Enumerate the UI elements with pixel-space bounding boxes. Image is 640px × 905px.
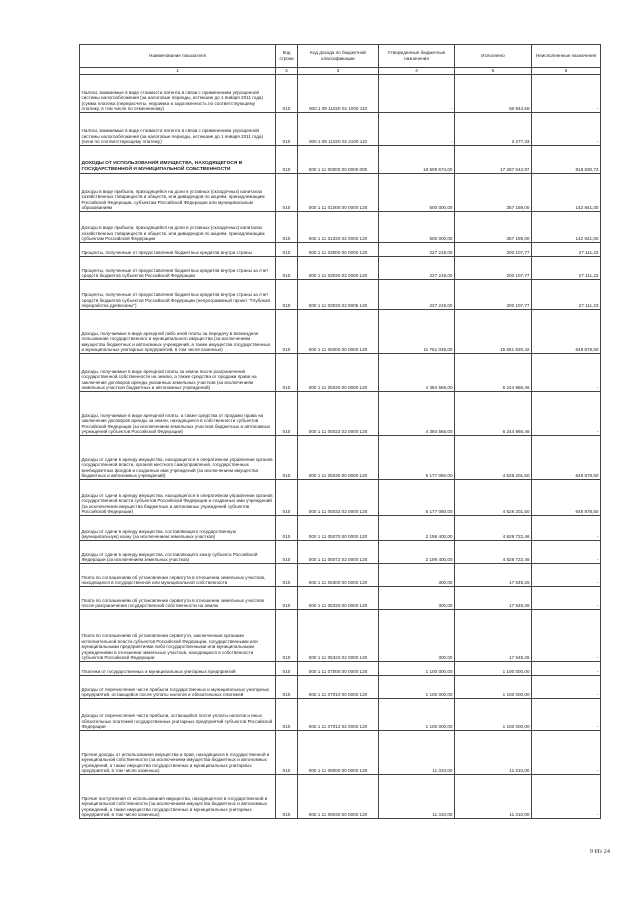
cell-approved: 11 761 045,00 bbox=[379, 310, 455, 354]
table-row bbox=[80, 354, 601, 392]
cell-executed: 11 310,00 bbox=[455, 775, 532, 819]
cell-code: 010 bbox=[276, 436, 298, 480]
cell-kbk: 000 1 11 07012 02 0000 120 bbox=[298, 699, 379, 731]
cell-code: 010 bbox=[276, 676, 298, 699]
column-number: 3 bbox=[298, 68, 379, 75]
cell-kbk: 000 1 11 05030 00 0000 120 bbox=[298, 436, 379, 480]
cell-approved: - bbox=[379, 75, 455, 113]
cell-executed: 1 100 000,00 bbox=[455, 699, 532, 731]
cell-code: 010 bbox=[276, 212, 298, 243]
table-body bbox=[80, 75, 601, 819]
cell-executed: 200 107,77 bbox=[455, 243, 532, 257]
table-row bbox=[80, 480, 601, 516]
cell-code: 010 bbox=[276, 243, 298, 257]
cell-name: Проценты, полученные от предоставления бюджетных кредитов внутри страны за счет средств бюджетов субъектов Российской Федерации bbox=[80, 257, 276, 280]
cell-name: Доходы от сдачи в аренду имущества, находящегося в оперативном управлении органов государственной власти, органов местного самоуправления, государственных внебюджетных фондов и созданных ими учреждений (за исключением имущества бюджетных и автономных учреждений) bbox=[80, 436, 276, 480]
cell-executed: 17 549,26 bbox=[455, 587, 532, 610]
table-row bbox=[80, 257, 601, 280]
cell-code: 010 bbox=[276, 392, 298, 436]
cell-name: Прочие доходы от использования имущества и прав, находящихся в государственной и муниципальной собственности (за исключением имущества бюджетных и автономных учреждений, а также имущества государственных и муниципальных унитарных предприятий, в том числе казенных) bbox=[80, 731, 276, 775]
cell-approved: 5 177 080,00 bbox=[379, 436, 455, 480]
column-number: 2 bbox=[276, 68, 298, 75]
table-row bbox=[80, 541, 601, 564]
cell-kbk: 000 1 09 11020 02 2100 110 bbox=[298, 113, 379, 146]
cell-unexecuted: 818 630,73 bbox=[532, 146, 601, 174]
cell-name: Доходы от сдачи в аренду имущества, находящегося в оперативном управлении органов государственной власти субъектов Российской Федерации и созданных ими учреждений (за исключением имущества бюджетных и автономных учреждений субъектов Российской Федерации) bbox=[80, 480, 276, 516]
cell-executed: 1 100 000,00 bbox=[455, 676, 532, 699]
cell-code: 010 bbox=[276, 174, 298, 212]
cell-executed: 1 100 000,00 bbox=[455, 662, 532, 676]
table-row bbox=[80, 174, 601, 212]
cell-approved: 227 219,00 bbox=[379, 243, 455, 257]
cell-executed: 17 549,26 bbox=[455, 564, 532, 587]
cell-executed: 200 107,77 bbox=[455, 257, 532, 280]
table-row bbox=[80, 775, 601, 819]
cell-unexecuted: 648 878,50 bbox=[532, 436, 601, 480]
cell-approved: 500 000,00 bbox=[379, 212, 455, 243]
cell-approved: 2 199 400,00 bbox=[379, 541, 455, 564]
cell-code: 010 bbox=[276, 354, 298, 392]
cell-name: Доходы, получаемые в виде арендной платы, а также средства от продажи права на заключение договоров аренды за земли, находящиеся в собственности субъектов Российской Федерации (за исключением земельных участков бюджетных и автономных учреждений субъектов Российской Федерации) bbox=[80, 392, 276, 436]
cell-approved: 2 199 400,00 bbox=[379, 516, 455, 541]
cell-name: Доходы, получаемые в виде арендной либо иной платы за передачу в возмездное пользование государственного и муниципального имущества (за исключением имущества бюджетных и автономных учреждений, а также имущества государственных и муниципальных унитарных предприятий, в том числе казенных) bbox=[80, 310, 276, 354]
cell-kbk: 000 1 11 01000 00 0000 120 bbox=[298, 174, 379, 212]
cell-unexecuted: 142 841,00 bbox=[532, 212, 601, 243]
cell-approved: 5 177 080,00 bbox=[379, 480, 455, 516]
cell-approved: 4 384 565,00 bbox=[379, 392, 455, 436]
report-sheet bbox=[79, 44, 600, 819]
cell-approved: 1 100 000,00 bbox=[379, 662, 455, 676]
cell-executed: 3 277,33 bbox=[455, 113, 532, 146]
column-number: 1 bbox=[80, 68, 276, 75]
cell-name: Доходы от сдачи в аренду имущества, составляющего государственную (муниципальную) казну (за исключением земельных участков) bbox=[80, 516, 276, 541]
cell-unexecuted: - bbox=[532, 662, 601, 676]
cell-executed: 357 159,00 bbox=[455, 174, 532, 212]
table-row bbox=[80, 113, 601, 146]
cell-approved: 300,00 bbox=[379, 587, 455, 610]
cell-approved: 4 384 565,00 bbox=[379, 354, 455, 392]
cell-code: 010 bbox=[276, 75, 298, 113]
table-row bbox=[80, 610, 601, 662]
header-name: Наименование показателя bbox=[80, 45, 276, 68]
cell-approved: 1 100 000,00 bbox=[379, 699, 455, 731]
cell-kbk: 000 1 11 01020 02 0000 120 bbox=[298, 212, 379, 243]
cell-code: 010 bbox=[276, 610, 298, 662]
cell-code: 010 bbox=[276, 699, 298, 731]
cell-unexecuted: - bbox=[532, 610, 601, 662]
cell-kbk: 000 1 11 07010 00 0000 120 bbox=[298, 676, 379, 699]
cell-kbk: 000 1 11 05020 00 0000 120 bbox=[298, 354, 379, 392]
table-row bbox=[80, 587, 601, 610]
table-row bbox=[80, 146, 601, 174]
cell-kbk: 000 1 11 05022 02 0000 120 bbox=[298, 392, 379, 436]
cell-executed: 4 528 201,50 bbox=[455, 480, 532, 516]
cell-executed: 56 944,58 bbox=[455, 75, 532, 113]
cell-kbk: 000 1 11 05300 00 0000 120 bbox=[298, 564, 379, 587]
cell-kbk: 000 1 11 03020 02 9005 120 bbox=[298, 280, 379, 310]
cell-kbk: 000 1 11 05320 00 0000 120 bbox=[298, 587, 379, 610]
cell-kbk: 000 1 11 09000 00 0000 120 bbox=[298, 731, 379, 775]
table-header-row bbox=[80, 45, 601, 68]
cell-executed: 6 244 966,46 bbox=[455, 392, 532, 436]
income-report-table bbox=[79, 44, 601, 819]
cell-name: Доходы в виде прибыли, приходящейся на доли в уставных (складочных) капиталах хозяйственных товариществ и обществ, или дивидендов по акциям, принадлежащим субъектам Российской Федерации bbox=[80, 212, 276, 243]
table-row bbox=[80, 564, 601, 587]
cell-kbk: 000 1 11 05000 00 0000 120 bbox=[298, 310, 379, 354]
cell-unexecuted: - bbox=[532, 392, 601, 436]
cell-approved: 11 310,00 bbox=[379, 731, 455, 775]
cell-code: 010 bbox=[276, 541, 298, 564]
cell-name: Проценты, полученные от предоставления бюджетных кредитов внутри страны за счет средств бюджетов субъектов Российской Федерации (непрограммный проект "Глубокая переработка древесины") bbox=[80, 280, 276, 310]
cell-name: Платежи от государственных и муниципальных унитарных предприятий bbox=[80, 662, 276, 676]
cell-approved: 1 100 000,00 bbox=[379, 676, 455, 699]
cell-kbk: 000 1 11 05032 02 0000 120 bbox=[298, 480, 379, 516]
cell-kbk: 000 1 11 05072 02 0000 120 bbox=[298, 541, 379, 564]
table-row bbox=[80, 212, 601, 243]
table-row bbox=[80, 676, 601, 699]
cell-code: 010 bbox=[276, 662, 298, 676]
cell-code: 010 bbox=[276, 146, 298, 174]
cell-unexecuted: - bbox=[532, 564, 601, 587]
cell-name: Доходы, получаемые в виде арендной платы за земли после разграничения государственной собственности на землю, а также средства от продажи права на заключение договоров аренды указанных земельных участков (за исключением земельных участков бюджетных и автономных учреждений) bbox=[80, 354, 276, 392]
cell-approved: - bbox=[379, 113, 455, 146]
cell-approved: 227 219,00 bbox=[379, 257, 455, 280]
cell-executed: 17 549,26 bbox=[455, 610, 532, 662]
cell-unexecuted: 648 878,50 bbox=[532, 480, 601, 516]
column-number-row bbox=[80, 68, 601, 75]
cell-unexecuted: - bbox=[532, 699, 601, 731]
cell-executed: 6 244 966,46 bbox=[455, 354, 532, 392]
cell-approved: 500 000,00 bbox=[379, 174, 455, 212]
cell-unexecuted: - bbox=[532, 75, 601, 113]
cell-unexecuted: 27 111,23 bbox=[532, 243, 601, 257]
cell-executed: 357 159,00 bbox=[455, 212, 532, 243]
table-row bbox=[80, 699, 601, 731]
cell-code: 010 bbox=[276, 775, 298, 819]
cell-executed: 11 310,00 bbox=[455, 731, 532, 775]
table-row bbox=[80, 280, 601, 310]
cell-unexecuted: 27 111,23 bbox=[532, 280, 601, 310]
cell-kbk: 000 1 11 05322 02 0000 120 bbox=[298, 610, 379, 662]
cell-kbk: 000 1 11 00000 00 0000 000 bbox=[298, 146, 379, 174]
table-row bbox=[80, 392, 601, 436]
cell-name: Прочие поступления от использования имущества, находящегося в государственной и муниципальной собственности (за исключением имущества бюджетных и автономных учреждений, а также имущества государственных и муниципальных унитарных предприятий, в том числе казенных) bbox=[80, 775, 276, 819]
cell-kbk: 000 1 11 05070 00 0000 120 bbox=[298, 516, 379, 541]
cell-code: 010 bbox=[276, 516, 298, 541]
header-executed: Исполнено bbox=[455, 45, 532, 68]
page-number: 9 Из 24 bbox=[589, 848, 610, 855]
cell-approved: 18 509 674,00 bbox=[379, 146, 455, 174]
cell-executed: 4 528 201,50 bbox=[455, 436, 532, 480]
cell-unexecuted: - bbox=[532, 541, 601, 564]
cell-executed: 200 107,77 bbox=[455, 280, 532, 310]
cell-unexecuted: - bbox=[532, 731, 601, 775]
table-row bbox=[80, 243, 601, 257]
cell-name: Плата по соглашениям об установлении сервитута в отношении земельных участков, находящихся в государственной или муниципальной собственности bbox=[80, 564, 276, 587]
cell-unexecuted: - bbox=[532, 676, 601, 699]
cell-code: 010 bbox=[276, 480, 298, 516]
cell-name: Плата по соглашениям об установлении сервитута в отношении земельных участков после разграничения государственной собственности на землю bbox=[80, 587, 276, 610]
cell-name: Доходы в виде прибыли, приходящейся на доли в уставных (складочных) капиталах хозяйственных товариществ и обществ, или дивидендов по акциям, принадлежащим Российской Федерации, субъектам Российской Федерации или муниципальным образованиям bbox=[80, 174, 276, 212]
cell-kbk: 000 1 11 09040 00 0000 120 bbox=[298, 775, 379, 819]
table-row bbox=[80, 75, 601, 113]
column-number: 5 bbox=[455, 68, 532, 75]
cell-executed: 17 287 642,97 bbox=[455, 146, 532, 174]
cell-executed: 4 828 722,46 bbox=[455, 541, 532, 564]
cell-code: 010 bbox=[276, 257, 298, 280]
cell-name: Доходы от перечисления части прибыли государственных и муниципальных унитарных предприятий, остающейся после уплаты налогов и обязательных платежей bbox=[80, 676, 276, 699]
cell-kbk: 000 1 11 07000 00 0000 120 bbox=[298, 662, 379, 676]
header-kbk: Код дохода по бюджетной классификации bbox=[298, 45, 379, 68]
cell-name: Проценты, полученные от предоставления бюджетных кредитов внутри страны bbox=[80, 243, 276, 257]
cell-code: 010 bbox=[276, 310, 298, 354]
cell-name: Доходы от сдачи в аренду имущества, составляющего казну субъекта Российской Федерации (за исключением земельных участков) bbox=[80, 541, 276, 564]
table-row bbox=[80, 310, 601, 354]
column-number: 4 bbox=[379, 68, 455, 75]
cell-kbk: 000 1 09 11020 02 1000 110 bbox=[298, 75, 379, 113]
table-row bbox=[80, 731, 601, 775]
header-approved: Утвержденные бюджетные назначения bbox=[379, 45, 455, 68]
cell-code: 010 bbox=[276, 731, 298, 775]
cell-approved: 300,00 bbox=[379, 610, 455, 662]
cell-approved: 227 219,00 bbox=[379, 280, 455, 310]
cell-approved: 300,00 bbox=[379, 564, 455, 587]
table-row bbox=[80, 516, 601, 541]
cell-executed: 15 661 920,42 bbox=[455, 310, 532, 354]
cell-unexecuted: - bbox=[532, 775, 601, 819]
cell-unexecuted: 27 111,23 bbox=[532, 257, 601, 280]
cell-name: ДОХОДЫ ОТ ИСПОЛЬЗОВАНИЯ ИМУЩЕСТВА, НАХОДЯЩЕГОСЯ В ГОСУДАРСТВЕННОЙ И МУНИЦИПАЛЬНОЙ СОБСТВЕННОСТИ bbox=[80, 146, 276, 174]
cell-kbk: 000 1 11 03000 00 0000 120 bbox=[298, 243, 379, 257]
cell-executed: 4 828 722,46 bbox=[455, 516, 532, 541]
cell-code: 010 bbox=[276, 113, 298, 146]
cell-unexecuted: - bbox=[532, 354, 601, 392]
table-row bbox=[80, 436, 601, 480]
cell-code: 010 bbox=[276, 280, 298, 310]
cell-name: Налоги, взимаемые в виде стоимости патента в связи с применением упрощенной системы налогообложения (за налоговые периоды, истекшие до 1 января 2011 года) (сумма платежа (перерасчеты, недоимка и задолженность по соответствующему платежу, в том числе по отмененному) bbox=[80, 75, 276, 113]
cell-name: Плата по соглашениям об установлении сервитута, заключенным органами исполнительной власти субъектов Российской Федерации, государственными или муниципальными предприятиями либо государственными или муниципальными учреждениями в отношении земельных участков, находящихся в собственности субъектов Российской Федерации bbox=[80, 610, 276, 662]
cell-name: Доходы от перечисления части прибыли, остающейся после уплаты налогов и иных обязательных платежей государственных унитарных предприятий субъектов Российской Федерации bbox=[80, 699, 276, 731]
cell-name: Налоги, взимаемые в виде стоимости патента в связи с применением упрощенной системы налогообложения (за налоговые периоды, истекшие до 1 января 2011 года) (пени по соответствующему платежу) bbox=[80, 113, 276, 146]
cell-kbk: 000 1 11 03020 02 0000 120 bbox=[298, 257, 379, 280]
cell-approved: 11 310,00 bbox=[379, 775, 455, 819]
column-number: 6 bbox=[532, 68, 601, 75]
header-unexecuted: Неисполненные назначения bbox=[532, 45, 601, 68]
header-code: Код строки bbox=[276, 45, 298, 68]
cell-unexecuted: 648 678,50 bbox=[532, 310, 601, 354]
cell-code: 010 bbox=[276, 564, 298, 587]
cell-unexecuted: - bbox=[532, 113, 601, 146]
cell-code: 010 bbox=[276, 587, 298, 610]
cell-unexecuted: - bbox=[532, 587, 601, 610]
cell-unexecuted: - bbox=[532, 516, 601, 541]
cell-unexecuted: 142 841,00 bbox=[532, 174, 601, 212]
table-row bbox=[80, 662, 601, 676]
